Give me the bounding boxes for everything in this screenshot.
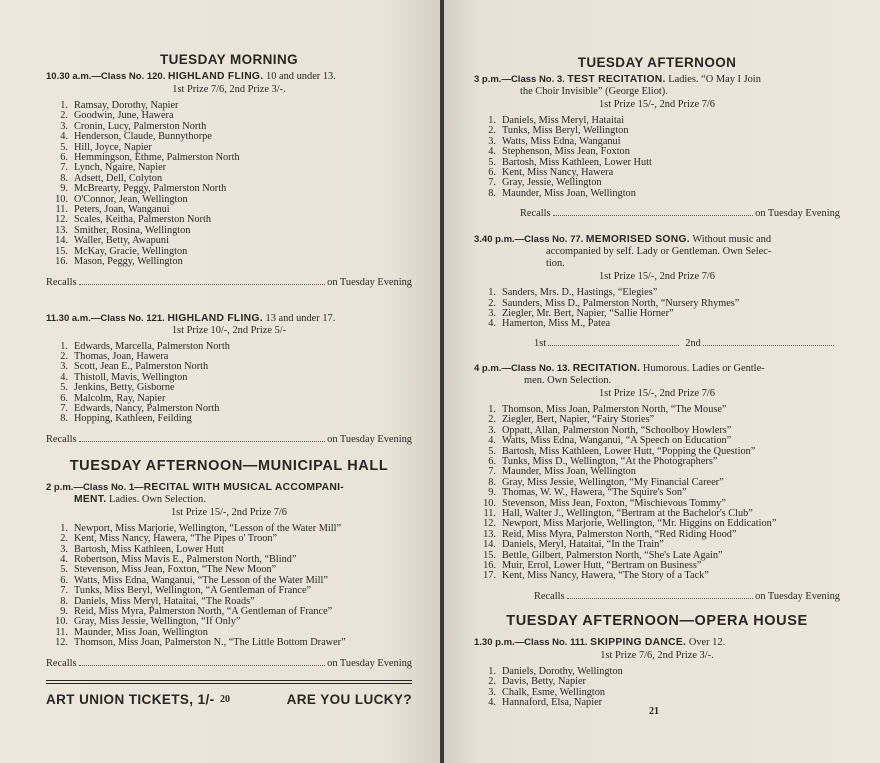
entry-number: 9. <box>60 183 68 195</box>
entry-number: 8. <box>488 476 496 488</box>
class-1-recalls: Recalls on Tuesday Evening <box>46 657 412 669</box>
entry-text: Newport, Miss Marjorie, Wellington, “Mr. Higgins on Eddication” <box>502 518 777 530</box>
entry-text: Scott, Jean E., Palmerston North <box>74 361 209 373</box>
entry-text: Hall, Walter J., Wellington, “Bertram at the Bachelor's Club” <box>502 507 753 519</box>
entry-text: Kent, Miss Nancy, Hawera, “The Pipes o' Troon” <box>74 533 278 545</box>
class-121-heading: 11.30 a.m.—Class No. 121. HIGHLAND FLING. 13 and under 17. <box>46 312 336 324</box>
class-3-heading-cont: the Choir Invisible” (George Eliot). <box>520 86 668 97</box>
class-3-entries <box>474 116 840 199</box>
class-111-heading: 1.30 p.m.—Class No. 111. SKIPPING DANCE. Over 12. <box>474 636 726 648</box>
entry-number: 3. <box>488 308 496 320</box>
entry-text: Ramsay, Dorothy, Napier <box>74 100 179 111</box>
entry-number: 5. <box>60 382 68 394</box>
entry-number: 13. <box>55 224 68 236</box>
entry-number: 5. <box>60 141 68 153</box>
entry-number: 12. <box>483 518 496 530</box>
class-1-heading: 2 p.m.—Class No. 1—RECITAL WITH MUSICAL ACCOMPANI- <box>46 481 345 493</box>
entry-number: 2. <box>60 533 68 545</box>
entry-number: 8. <box>488 187 496 199</box>
class-3-recalls: Recalls on Tuesday Evening <box>520 208 840 220</box>
entry-text: Goodwin, June, Hawera <box>74 110 174 122</box>
entry-text: Scales, Keitha, Palmerston North <box>74 214 211 226</box>
class-13-heading-cont: men. Own Selection. <box>524 374 612 386</box>
entry-number: 8. <box>60 595 68 607</box>
entry-number: 1. <box>488 665 496 677</box>
entry-text: Lynch, Ngaire, Napier <box>74 162 167 174</box>
entry-text: Muir, Errol, Lower Hutt, “Bertram on Business” <box>502 559 702 571</box>
entry-text: Edwards, Nancy, Palmerston North <box>74 402 220 414</box>
entry-text: Stevenson, Miss Jean, Foxton, “Mischievous Tommy” <box>502 497 726 509</box>
entry-text: Watts, Miss Edna, Wanganui, “A Speech on Education” <box>502 435 732 447</box>
entry-number: 15. <box>55 245 68 257</box>
entry-text: Bartosh, Miss Kathleen, Lower Hutt <box>74 543 224 555</box>
entry-number: 3. <box>60 361 68 373</box>
entry-number: 1. <box>60 100 68 111</box>
entry-text: O'Connor, Jean, Wellington <box>74 193 188 205</box>
entry-number: 10. <box>483 497 496 509</box>
entry-text: Waller, Betty, Awapuni <box>74 235 169 247</box>
entry-number: 5. <box>488 445 496 457</box>
class-121-entries <box>46 342 412 425</box>
entry-text: Daniels, Dorothy, Wellington <box>502 665 623 677</box>
class-111-entries <box>474 667 840 709</box>
entry-number: 12. <box>55 637 68 649</box>
entry-number: 14. <box>55 235 68 247</box>
entry-row <box>46 257 412 267</box>
entry-number: 3. <box>488 686 496 698</box>
entry-text: Watts, Miss Edna, Wanganui <box>502 135 621 147</box>
entry-row <box>46 534 412 544</box>
entry-text: Tunks, Miss D., Wellington, “At the Photographers” <box>502 455 718 467</box>
entry-text: Maunder, Miss Joan, Wellington <box>74 626 208 638</box>
entry-text: Gray, Jessie, Wellington <box>502 177 602 189</box>
entry-number: 4. <box>60 131 68 143</box>
entry-text: Reid, Miss Myra, Palmerston North, “A Gentleman of France” <box>74 606 333 617</box>
entry-text: Ziegler, Bert, Napier, “Fairy Stories” <box>502 414 655 426</box>
entry-number: 1. <box>488 403 496 415</box>
entry-text: Bartosh, Miss Kathleen, Lower Hutt, “Popping the Question” <box>502 445 756 457</box>
entry-number: 4. <box>488 697 496 708</box>
entry-number: 7. <box>60 162 68 174</box>
entry-number: 1. <box>488 287 496 299</box>
class-120-entries <box>46 101 412 268</box>
entry-number: 6. <box>488 455 496 467</box>
entry-text: Hamerton, Miss M., Patea <box>502 318 611 330</box>
entry-number: 1. <box>488 115 496 126</box>
class-13-recalls: Recalls on Tuesday Evening <box>534 590 840 602</box>
entry-row <box>46 414 412 424</box>
footer-rule <box>46 680 412 684</box>
entry-number: 16. <box>55 256 68 268</box>
entry-text: Tunks, Miss Beryl, Wellington <box>502 125 629 137</box>
are-you-lucky-text: ARE YOU LUCKY? <box>286 691 412 707</box>
entry-text: Malcolm, Ray, Napier <box>74 392 166 404</box>
class-13-entries <box>474 405 840 582</box>
entry-number: 10. <box>55 193 68 205</box>
entry-number: 11. <box>55 204 68 216</box>
section-heading-municipal-hall: TUESDAY AFTERNOON—MUNICIPAL HALL <box>69 457 389 474</box>
entry-text: Daniels, Miss Meryl, Hataitai, “The Roads” <box>74 595 255 607</box>
entry-text: Cronin, Lucy, Palmerston North <box>74 120 207 132</box>
entry-row <box>474 540 840 550</box>
entry-text: Adsett, Dell, Colyton <box>74 172 163 184</box>
class-121-prize: 1st Prize 10/-, 2nd Prize 5/- <box>171 324 287 336</box>
entry-text: Kent, Miss Nancy, Hawera <box>502 167 614 179</box>
entry-text: Daniels, Meryl, Hataitai, “In the Train” <box>502 539 664 551</box>
class-3-heading: 3 p.m.—Class No. 3. TEST RECITATION. Ladies. “O May I Join <box>474 74 761 85</box>
entry-text: McBrearty, Peggy, Palmerston North <box>74 183 227 195</box>
entry-number: 6. <box>60 152 68 164</box>
entry-number: 10. <box>55 616 68 628</box>
entry-number: 7. <box>488 466 496 478</box>
class-1-prize: 1st Prize 15/-, 2nd Prize 7/6 <box>170 506 287 518</box>
entry-number: 13. <box>483 528 496 540</box>
class-77-prize: 1st Prize 15/-, 2nd Prize 7/6 <box>598 271 715 283</box>
entry-number: 1. <box>60 522 68 534</box>
class-77-placings: 1st 2nd <box>474 338 840 349</box>
art-union-tickets-text: ART UNION TICKETS, 1/- <box>46 691 215 707</box>
class-77-heading-cont2: tion. <box>546 258 565 270</box>
entry-row <box>474 319 840 329</box>
entry-row <box>46 638 412 648</box>
entry-number: 12. <box>55 214 68 226</box>
entry-number: 8. <box>60 172 68 184</box>
entry-text: Henderson, Claude, Bunnythorpe <box>74 131 212 143</box>
entry-text: Tunks, Miss Beryl, Wellington, “A Gentleman of France” <box>74 585 312 597</box>
entry-number: 2. <box>60 110 68 122</box>
class-111-prize: 1st Prize 7/6, 2nd Prize 3/-. <box>600 649 714 661</box>
section-heading-opera-house: TUESDAY AFTERNOON—OPERA HOUSE <box>506 612 808 629</box>
entry-text: Hemmingson, Ethme, Palmerston North <box>74 152 240 164</box>
page-number-right: 21 <box>649 706 659 717</box>
entry-text: Maunder, Miss Joan, Wellington <box>502 466 636 478</box>
class-120-prize: 1st Prize 7/6, 2nd Prize 3/-. <box>172 84 286 95</box>
class-77-heading: 3.40 p.m.—Class No. 77. MEMORISED SONG. Without music and <box>474 234 772 246</box>
entry-text: Thomson, Miss Joan, Palmerston N., “The Little Bottom Drawer” <box>74 637 346 649</box>
entry-text: Stephenson, Miss Jean, Foxton <box>502 146 630 158</box>
entry-text: Thomson, Miss Joan, Palmerston North, “The Mouse” <box>502 403 727 415</box>
entry-number: 3. <box>60 543 68 555</box>
entry-number: 4. <box>488 146 496 158</box>
entry-number: 7. <box>60 402 68 414</box>
class-13-heading: 4 p.m.—Class No. 13. RECITATION. Humorous. Ladies or Gentle- <box>474 362 765 374</box>
entry-text: Maunder, Miss Joan, Wellington <box>502 187 636 199</box>
class-1-heading-cont: MENT. Ladies. Own Selection. <box>74 493 206 505</box>
entry-text: Gray, Miss Jessie, Wellington, “My Financial Career” <box>502 476 724 488</box>
entry-number: 7. <box>60 585 68 597</box>
entry-text: Thomas, W. W., Hawera, “The Squire's Son” <box>502 487 687 499</box>
entry-number: 5. <box>488 156 496 168</box>
class-121-recalls: Recalls on Tuesday Evening <box>46 433 412 445</box>
entry-text: Thomas, Joan, Hawera <box>74 350 169 362</box>
entry-number: 2. <box>488 676 496 688</box>
entry-number: 5. <box>60 564 68 576</box>
entry-number: 2. <box>488 297 496 309</box>
entry-row <box>474 571 840 581</box>
entry-number: 2. <box>488 414 496 426</box>
entry-text: Newport, Miss Marjorie, Wellington, “Lesson of the Water Mill” <box>74 522 342 534</box>
entry-text: Hannaford, Elsa, Napier <box>502 697 603 708</box>
entry-row <box>474 436 840 446</box>
entry-number: 7. <box>488 177 496 189</box>
section-heading-tuesday-afternoon: TUESDAY AFTERNOON <box>577 55 737 70</box>
entry-number: 3. <box>60 120 68 132</box>
entry-text: Thistoll, Mavis, Wellington <box>74 371 188 383</box>
entry-text: Bettle, Gilbert, Palmerston North, “She's Late Again” <box>502 549 723 561</box>
entry-text: Oppatt, Allan, Palmerston North, “Schoolboy Howlers” <box>502 424 732 436</box>
class-13-prize: 1st Prize 15/-, 2nd Prize 7/6 <box>598 387 715 399</box>
entry-number: 4. <box>488 435 496 447</box>
entry-row <box>46 383 412 393</box>
entry-text: Kent, Miss Nancy, Hawera, “The Story of a Tack” <box>502 570 709 582</box>
entry-text: Reid, Miss Myra, Palmerston North, “Red Riding Hood” <box>502 528 737 540</box>
entry-number: 6. <box>488 167 496 179</box>
entry-text: Ziegler, Mr. Bert, Napier, “Sallie Horner” <box>502 308 674 320</box>
entry-number: 6. <box>60 574 68 586</box>
entry-number: 2. <box>488 125 496 137</box>
entry-text: Jenkins, Betty, Gisborne <box>74 382 175 394</box>
entry-text: Stevenson, Miss Jean, Foxton, “The New Moon” <box>74 564 277 576</box>
entry-number: 9. <box>60 606 68 617</box>
entry-number: 15. <box>483 549 496 561</box>
entry-number: 8. <box>60 413 68 425</box>
section-heading-tuesday-morning: TUESDAY MORNING <box>159 52 299 67</box>
class-77-heading-cont: accompanied by self. Lady or Gentleman. Own Selec- <box>546 246 772 258</box>
entry-text: Mason, Peggy, Wellington <box>74 256 183 268</box>
entry-row <box>474 189 840 199</box>
entry-number: 6. <box>60 392 68 404</box>
entry-text: Sanders, Mrs. D., Hastings, “Elegies” <box>502 287 658 299</box>
entry-number: 11. <box>55 626 68 638</box>
entry-text: Chalk, Esme, Wellington <box>502 686 606 698</box>
entry-number: 11. <box>483 507 496 519</box>
entry-row <box>474 488 840 498</box>
entry-number: 1. <box>60 340 68 352</box>
entry-number: 3. <box>488 424 496 436</box>
entry-text: Hill, Joyce, Napier <box>74 141 152 153</box>
class-120-heading: 10.30 a.m.—Class No. 120. HIGHLAND FLING. 10 and under 13. <box>46 71 336 82</box>
page-number-left: 20 <box>220 694 230 705</box>
entry-number: 4. <box>488 318 496 330</box>
entry-number: 14. <box>483 539 496 551</box>
entry-number: 17. <box>483 570 496 582</box>
entry-number: 16. <box>483 559 496 571</box>
entry-text: Daniels, Miss Meryl, Hataitai <box>502 115 625 126</box>
entry-text: Gray, Miss Jessie, Wellington, “If Only” <box>74 616 241 628</box>
entry-text: McKay, Gracie, Wellington <box>74 245 188 257</box>
class-120-recalls: Recalls on Tuesday Evening <box>46 276 412 288</box>
entry-text: Davis, Betty, Napier <box>502 676 586 688</box>
right-page <box>444 0 880 763</box>
entry-text: Robertson, Miss Mavis E., Palmerston North, “Blind” <box>74 553 297 565</box>
entry-text: Watts, Miss Edna, Wanganui, “The Lesson of the Water Mill” <box>74 574 328 586</box>
entry-number: 4. <box>60 371 68 383</box>
entry-text: Hopping, Kathleen, Feilding <box>74 413 192 425</box>
entry-number: 3. <box>488 135 496 147</box>
class-1-entries <box>46 524 412 649</box>
entry-text: Edwards, Marcella, Palmerston North <box>74 340 230 352</box>
entry-text: Smither, Rosina, Wellington <box>74 224 191 236</box>
class-77-entries <box>474 288 840 330</box>
entry-text: Bartosh, Miss Kathleen, Lower Hutt <box>502 156 652 168</box>
entry-text: Peters, Joan, Wanganui <box>74 204 170 216</box>
entry-number: 4. <box>60 553 68 565</box>
entry-number: 9. <box>488 487 496 499</box>
class-3-prize: 1st Prize 15/-, 2nd Prize 7/6 <box>598 99 715 110</box>
entry-number: 2. <box>60 350 68 362</box>
entry-text: Saunders, Miss D., Palmerston North, “Nursery Rhymes” <box>502 297 740 309</box>
